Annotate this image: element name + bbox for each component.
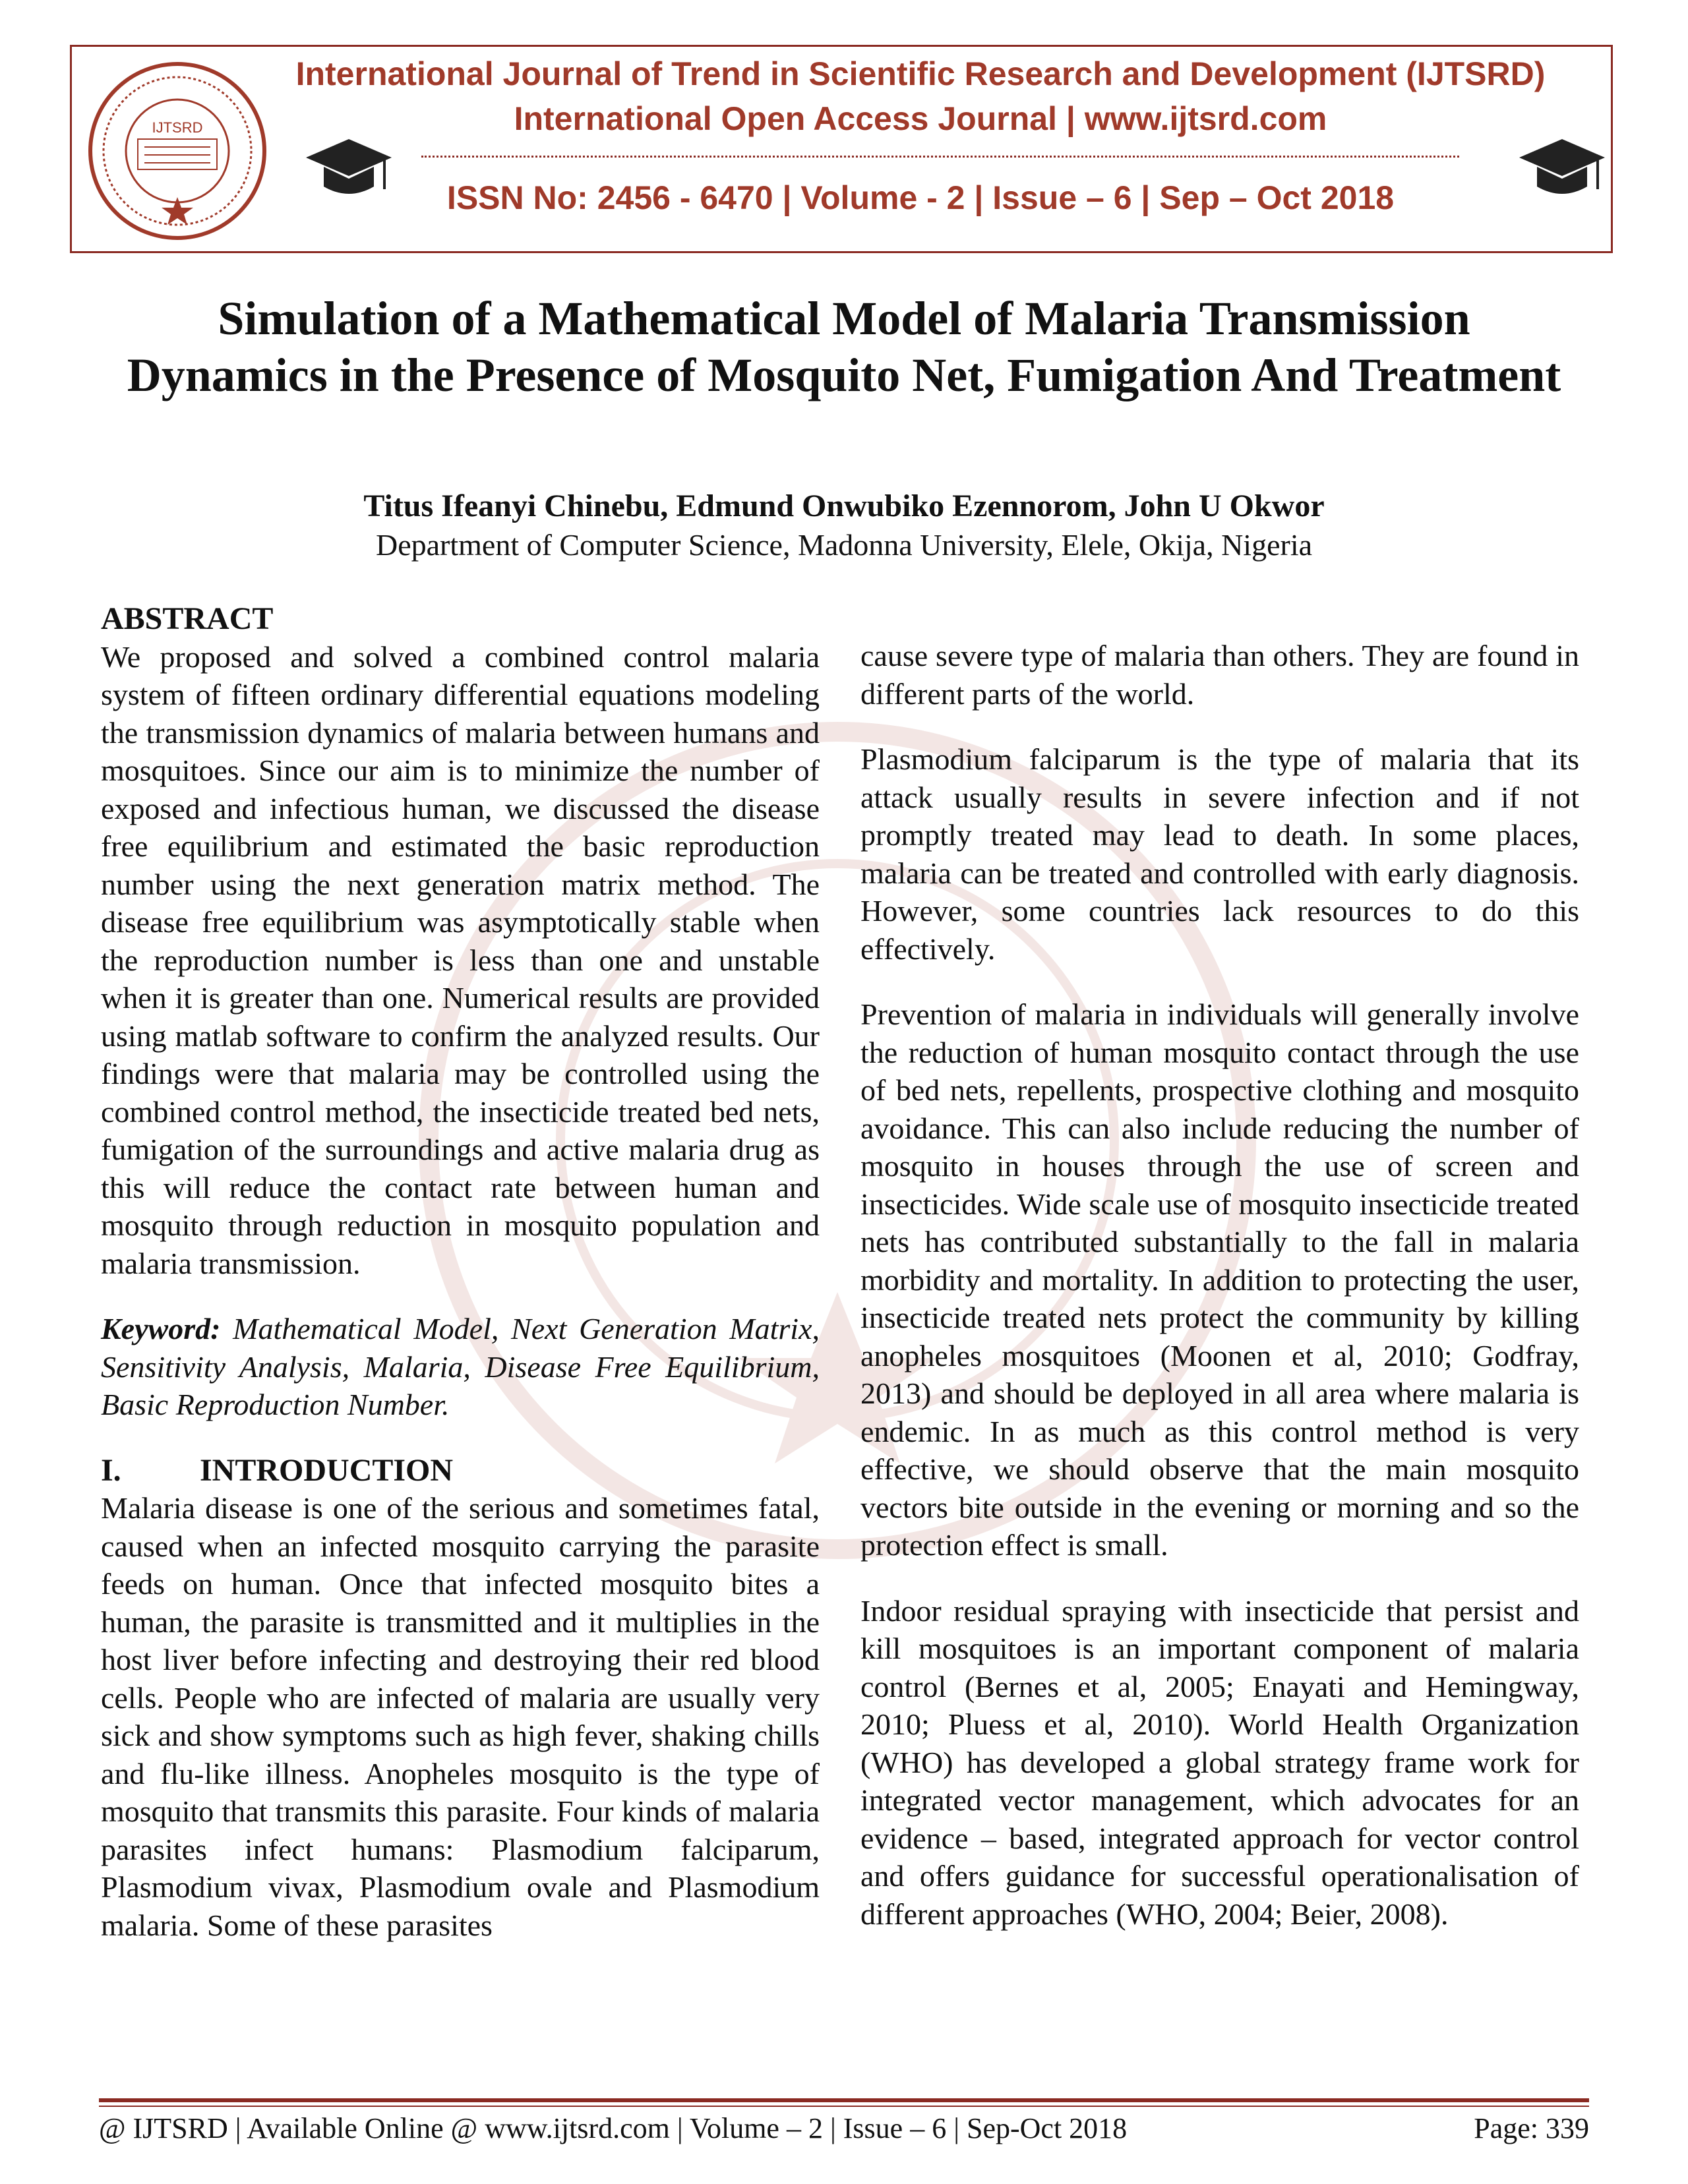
section-title: INTRODUCTION — [200, 1452, 454, 1488]
page-number: Page: 339 — [1474, 2112, 1589, 2144]
keywords-text: Mathematical Model, Next Generation Matrix, Sensitivity Analysis, Malaria, Disease Free Equilibrium, Basic Reproduction Number. — [101, 1312, 820, 1421]
page-footer — [99, 2111, 1589, 2145]
intro-paragraph-4: Indoor residual spraying with insecticide that persist and kill mosquitoes is an important component of malaria control (Bernes et al, 2005; Enayati and Hemingway, 2010; Pluess et al, 2010). World Health Organization (WHO) has developed a global strategy frame work for integrated vector management, which advocates for an evidence – based, integrated approach for vector control and offers guidance for successful operationalisation of different approaches (WHO, 2004; Beier, 2008). — [860, 1593, 1579, 1931]
header-divider — [421, 156, 1459, 158]
svg-text:IJTSRD: IJTSRD — [152, 119, 203, 136]
journal-header — [70, 45, 1613, 253]
issue-line: ISSN No: 2456 - 6470 | Volume - 2 | Issue – 6 | Sep – Oct 2018 — [446, 179, 1395, 216]
introduction-heading — [101, 1452, 820, 1490]
intro-paragraph-2: Plasmodium falciparum is the type of malaria that its attack usually results in severe infection and if not promptly treated may lead to death. In some places, malaria can be treated and controlled with early diagnosis. However, some countries lack resources to do this effectively. — [860, 742, 1579, 966]
footer-rule — [99, 2098, 1589, 2102]
paper-title: Simulation of a Mathematical Model of Malaria Transmission Dynamics in the Presence of Mosquito Net, Fumigation And Treatment — [127, 292, 1561, 401]
intro-paragraph-3: Prevention of malaria in individuals will generally involve the reduction of human mosquito contact through the use of bed nets, repellents, prospective clothing and mosquito avoidance. This can also include reducing the number of mosquito in houses through the use of screen and insecticides. Wide scale use of mosquito insecticide treated nets has contributed substantially to the fall in malaria morbidity and mortality. In addition to protecting the user, insecticide treated nets protect the community by killing anopheles mosquitoes (Moonen et al, 2010; Godfray, 2013) and should be deployed in all area where malaria is endemic. In as much as this control method is very effective, we should observe that the main mosquito vectors bite outside in the evening or morning and so the protection effect is small. — [860, 997, 1579, 1562]
keywords — [101, 1310, 820, 1424]
abstract-text: We proposed and solved a combined control malaria system of fifteen ordinary differential equations modeling the transmission dynamics of malaria between humans and mosquitoes. Since our aim is to minimize the number of exposed and infectious human, we discussed the disease free equilibrium and estimated the basic reproduction number using the next generation matrix method. The disease free equilibrium was asymptotically stable when the reproduction number is less than one and unstable when it is greater than one. Numerical results are provided using matlab software to confirm the analyzed results. Our findings were that malaria may be controlled using the combined control method, the insecticide treated bed nets, fumigation of the surroundings and active malaria drug as this will reduce the contact rate between human and mosquito through reduction in mosquito population and malaria transmission. — [101, 639, 820, 1280]
paper-affiliation: Department of Computer Science, Madonna University, Elele, Okija, Nigeria — [375, 528, 1313, 562]
section-number: I. — [101, 1452, 121, 1488]
paper-authors: Titus Ifeanyi Chinebu, Edmund Onwubiko Ezennorom, John U Okwor — [363, 488, 1325, 523]
keywords-label: Keyword: — [101, 1312, 221, 1345]
abstract-heading: ABSTRACT — [101, 601, 274, 636]
journal-subtitle: International Open Access Journal | www.ijtsrd.com — [514, 100, 1327, 137]
right-column — [860, 637, 1579, 1933]
intro-paragraph-1: Malaria disease is one of the serious and sometimes fatal, caused when an infected mosquito carrying the parasite feeds on human. Once that infected mosquito bites a human, the parasite is transmitted and it multiplies in the host liver before infecting and destroying their red blood cells. People who are infected of malaria are usually very sick and show symptoms such as high fever, shaking chills and flu-like illness. Anopheles mosquito is the type of mosquito that transmits this parasite. Four kinds of malaria parasites infect humans: Plasmodium falciparum, Plasmodium vivax, Plasmodium ovale and Plasmodium malaria. Some of these parasites — [101, 1491, 820, 1942]
journal-name: International Journal of Trend in Scientific Research and Development (IJTSRD) — [295, 55, 1546, 92]
footer-info: @ IJTSRD | Available Online @ www.ijtsrd.com | Volume – 2 | Issue – 6 | Sep-Oct 2018 — [99, 2112, 1128, 2144]
footer-rule — [99, 2106, 1589, 2107]
intro-paragraph-1-continued: cause severe type of malaria than others. They are found in different parts of the world. — [860, 639, 1579, 711]
left-column — [101, 600, 820, 1944]
